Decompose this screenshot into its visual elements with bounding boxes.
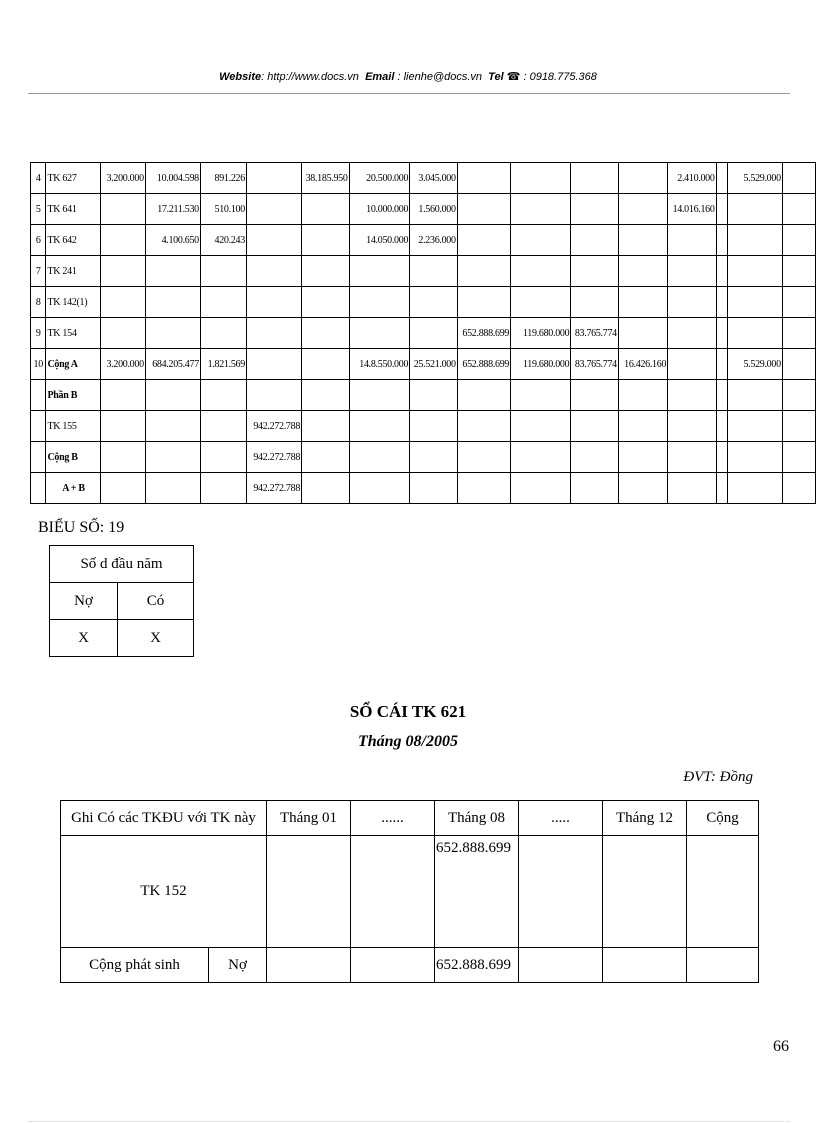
table-cell <box>145 287 200 318</box>
table-row <box>31 349 816 380</box>
table-cell <box>349 256 410 287</box>
table-cell: 420.243 <box>200 225 246 256</box>
table-cell: 652.888.699 <box>457 349 510 380</box>
table-cell <box>457 225 510 256</box>
table-cell <box>302 194 350 225</box>
table-cell <box>618 287 667 318</box>
table-cell <box>618 194 667 225</box>
email-label: Email <box>365 71 395 83</box>
table-cell <box>571 287 619 318</box>
table-cell <box>571 411 619 442</box>
table-cell <box>302 225 350 256</box>
table-cell <box>668 318 716 349</box>
row-index: 10 <box>31 349 46 380</box>
table-cell <box>349 442 410 473</box>
table-row <box>31 411 816 442</box>
page-header <box>0 70 816 83</box>
table-cell <box>511 163 571 194</box>
table-cell <box>782 287 815 318</box>
table-cell <box>302 380 350 411</box>
table-cell: 2.410.000 <box>668 163 716 194</box>
table-cell <box>728 318 783 349</box>
table-cell: 119.680.000 <box>511 318 571 349</box>
account-name: TK 142(1) <box>46 287 101 318</box>
ledger-header-account: Ghi Có các TKĐU với TK này <box>61 801 267 836</box>
table-cell <box>782 411 815 442</box>
table-cell <box>246 380 301 411</box>
row-index <box>31 442 46 473</box>
table-cell: 2.236.000 <box>410 225 458 256</box>
table-cell <box>349 318 410 349</box>
table-cell: 119.680.000 <box>511 349 571 380</box>
table-cell <box>618 380 667 411</box>
table-cell <box>200 287 246 318</box>
table-cell <box>457 380 510 411</box>
account-name: TK 155 <box>46 411 101 442</box>
account-name: Cộng B <box>46 442 101 473</box>
table-cell <box>349 380 410 411</box>
table-cell <box>782 473 815 504</box>
table-cell <box>457 287 510 318</box>
table-cell: 17.211.530 <box>145 194 200 225</box>
ledger-total-label: Cộng phát sinh <box>61 948 209 983</box>
ledger-header-thang12: Tháng 12 <box>603 801 687 836</box>
table-cell <box>571 442 619 473</box>
table-cell: 942.272.788 <box>246 411 301 442</box>
table-cell: 942.272.788 <box>246 473 301 504</box>
table-cell <box>246 256 301 287</box>
ledger-total-thang08: 652.888.699 <box>435 948 519 983</box>
table-cell <box>457 163 510 194</box>
account-name: TK 642 <box>46 225 101 256</box>
account-name: TK 627 <box>46 163 101 194</box>
ledger-title: SỔ CÁI TK 621 <box>349 702 467 721</box>
table-cell <box>410 442 458 473</box>
table-cell <box>716 442 728 473</box>
table-cell <box>457 442 510 473</box>
table-cell <box>410 380 458 411</box>
website-label: Website <box>219 71 262 83</box>
table-cell <box>728 473 783 504</box>
opening-balance-title: Số d đầu năm <box>50 546 194 583</box>
table-cell: 10.000.000 <box>349 194 410 225</box>
table-cell <box>101 318 145 349</box>
table-cell <box>457 194 510 225</box>
table-cell <box>457 256 510 287</box>
ledger-row1-thang08: 652.888.699 <box>435 836 519 948</box>
table-cell <box>716 318 728 349</box>
ledger-header-thang01: Tháng 01 <box>267 801 351 836</box>
ledger-header-thang08: Tháng 08 <box>435 801 519 836</box>
table-cell <box>101 256 145 287</box>
table-cell <box>457 473 510 504</box>
ledger-cell <box>687 836 759 948</box>
unit-label: ĐVT: Đồng <box>683 769 753 785</box>
table-cell <box>511 194 571 225</box>
row-index <box>31 473 46 504</box>
table-cell <box>246 163 301 194</box>
bieu-so-label: BIỂU SỐ: 19 <box>38 519 125 536</box>
table-row <box>31 163 816 194</box>
ledger-header-dots1: ...... <box>351 801 435 836</box>
table-cell <box>571 163 619 194</box>
table-cell <box>782 194 815 225</box>
table-cell <box>246 194 301 225</box>
table-cell <box>668 256 716 287</box>
table-cell <box>618 256 667 287</box>
table-cell <box>782 163 815 194</box>
header-divider <box>28 93 790 94</box>
table-cell <box>728 411 783 442</box>
table-cell <box>571 194 619 225</box>
table-row <box>31 473 816 504</box>
account-name: TK 154 <box>46 318 101 349</box>
row-index <box>31 411 46 442</box>
table-cell: 1.560.000 <box>410 194 458 225</box>
table-cell <box>511 473 571 504</box>
table-cell <box>618 442 667 473</box>
table-cell <box>728 380 783 411</box>
table-cell <box>782 442 815 473</box>
table-cell <box>571 380 619 411</box>
table-cell <box>101 194 145 225</box>
row-index: 6 <box>31 225 46 256</box>
table-cell <box>716 287 728 318</box>
table-cell <box>668 349 716 380</box>
table-cell: 38.185.950 <box>302 163 350 194</box>
table-cell <box>101 473 145 504</box>
table-cell <box>511 442 571 473</box>
ledger-table <box>60 800 759 983</box>
table-cell: 16.426.160 <box>618 349 667 380</box>
table-cell: 5.529.000 <box>728 349 783 380</box>
opening-credit-value: X <box>118 620 194 657</box>
table-cell <box>145 411 200 442</box>
table-cell <box>246 225 301 256</box>
table-cell <box>246 287 301 318</box>
table-cell <box>728 194 783 225</box>
table-cell <box>571 256 619 287</box>
row-index: 5 <box>31 194 46 225</box>
table-cell <box>728 442 783 473</box>
table-cell: 5.529.000 <box>728 163 783 194</box>
table-cell <box>511 256 571 287</box>
table-cell <box>511 411 571 442</box>
table-cell <box>200 380 246 411</box>
table-row <box>31 287 816 318</box>
table-cell <box>716 473 728 504</box>
opening-credit-label: Có <box>118 583 194 620</box>
table-cell <box>246 318 301 349</box>
ledger-header-total: Cộng <box>687 801 759 836</box>
account-name: Phần B <box>46 380 101 411</box>
table-cell <box>302 287 350 318</box>
table-cell <box>145 256 200 287</box>
table-row <box>31 318 816 349</box>
table-cell <box>716 349 728 380</box>
table-cell <box>716 225 728 256</box>
table-cell <box>511 287 571 318</box>
table-cell <box>668 473 716 504</box>
ledger-cell <box>351 948 435 983</box>
table-cell <box>782 318 815 349</box>
table-cell: 652.888.699 <box>457 318 510 349</box>
table-cell <box>618 318 667 349</box>
table-cell <box>145 442 200 473</box>
email-value: : lienhe@docs.vn <box>394 71 483 83</box>
table-cell <box>302 442 350 473</box>
ledger-cell <box>519 836 603 948</box>
table-cell <box>101 442 145 473</box>
table-cell <box>246 349 301 380</box>
table-cell <box>728 287 783 318</box>
row-index: 9 <box>31 318 46 349</box>
table-cell: 3.200.000 <box>101 163 145 194</box>
table-cell <box>716 163 728 194</box>
table-cell <box>716 194 728 225</box>
table-cell <box>782 380 815 411</box>
opening-balance-table <box>49 545 194 657</box>
opening-debit-value: X <box>50 620 118 657</box>
table-cell <box>410 318 458 349</box>
row-index: 8 <box>31 287 46 318</box>
summary-table <box>30 162 816 504</box>
account-name: TK 241 <box>46 256 101 287</box>
table-cell: 4.100.650 <box>145 225 200 256</box>
table-cell <box>200 473 246 504</box>
table-cell <box>716 411 728 442</box>
table-cell <box>782 349 815 380</box>
table-cell: 20.500.000 <box>349 163 410 194</box>
ledger-header-dots2: ..... <box>519 801 603 836</box>
ledger-cell <box>687 948 759 983</box>
table-cell <box>349 411 410 442</box>
table-cell <box>101 225 145 256</box>
table-cell <box>349 287 410 318</box>
account-name: Cộng A <box>46 349 101 380</box>
ledger-cell <box>519 948 603 983</box>
row-index: 4 <box>31 163 46 194</box>
table-cell <box>101 287 145 318</box>
table-cell <box>571 225 619 256</box>
table-cell <box>618 473 667 504</box>
opening-debit-label: Nợ <box>50 583 118 620</box>
table-cell <box>618 411 667 442</box>
tel-value: ☎ : 0918.775.368 <box>503 71 597 83</box>
table-cell <box>618 163 667 194</box>
table-cell: 684.205.477 <box>145 349 200 380</box>
table-cell <box>668 287 716 318</box>
tel-label: Tel <box>488 71 504 83</box>
ledger-cell <box>603 948 687 983</box>
table-cell: 83.765.774 <box>571 318 619 349</box>
account-name: A + B <box>46 473 101 504</box>
table-cell <box>511 380 571 411</box>
table-cell: 14.050.000 <box>349 225 410 256</box>
table-cell: 83.765.774 <box>571 349 619 380</box>
table-cell: 510.100 <box>200 194 246 225</box>
table-row <box>31 256 816 287</box>
page-number: 66 <box>773 1038 789 1055</box>
table-row <box>31 442 816 473</box>
table-cell <box>668 225 716 256</box>
ledger-cell <box>351 836 435 948</box>
table-row <box>31 380 816 411</box>
table-cell: 1.821.569 <box>200 349 246 380</box>
table-cell <box>302 411 350 442</box>
table-cell <box>200 442 246 473</box>
table-cell <box>782 225 815 256</box>
table-cell <box>728 256 783 287</box>
account-name: TK 641 <box>46 194 101 225</box>
table-cell <box>410 473 458 504</box>
table-cell <box>200 256 246 287</box>
table-cell <box>571 473 619 504</box>
website-value: : http://www.docs.vn <box>261 71 359 83</box>
table-cell <box>145 380 200 411</box>
table-cell: 14.016.160 <box>668 194 716 225</box>
table-row <box>31 194 816 225</box>
table-cell <box>410 411 458 442</box>
table-cell <box>618 225 667 256</box>
table-cell <box>511 225 571 256</box>
table-cell <box>101 380 145 411</box>
row-index <box>31 380 46 411</box>
table-cell <box>668 442 716 473</box>
table-cell <box>716 380 728 411</box>
table-cell <box>200 411 246 442</box>
table-cell <box>349 473 410 504</box>
table-cell: 891.226 <box>200 163 246 194</box>
table-cell <box>101 411 145 442</box>
table-cell <box>145 473 200 504</box>
table-cell: 3.045.000 <box>410 163 458 194</box>
table-cell <box>302 256 350 287</box>
table-cell: 10.004.598 <box>145 163 200 194</box>
ledger-subtitle: Tháng 08/2005 <box>357 733 458 750</box>
table-cell <box>302 318 350 349</box>
table-cell: 14.8.550.000 <box>349 349 410 380</box>
table-cell <box>302 473 350 504</box>
table-cell: 25.521.000 <box>410 349 458 380</box>
ledger-cell <box>267 836 351 948</box>
table-row <box>31 225 816 256</box>
table-cell: 3.200.000 <box>101 349 145 380</box>
table-cell <box>302 349 350 380</box>
table-cell: 942.272.788 <box>246 442 301 473</box>
table-cell <box>716 256 728 287</box>
ledger-cell <box>267 948 351 983</box>
table-cell <box>410 287 458 318</box>
table-cell <box>145 318 200 349</box>
table-cell <box>457 411 510 442</box>
table-cell <box>728 225 783 256</box>
ledger-cell <box>603 836 687 948</box>
table-cell <box>668 380 716 411</box>
table-cell <box>668 411 716 442</box>
table-cell <box>782 256 815 287</box>
footer-divider <box>28 1121 790 1122</box>
ledger-total-side: Nợ <box>209 948 267 983</box>
table-cell <box>410 256 458 287</box>
row-index: 7 <box>31 256 46 287</box>
table-cell <box>200 318 246 349</box>
ledger-row-account: TK 152 <box>61 836 267 948</box>
